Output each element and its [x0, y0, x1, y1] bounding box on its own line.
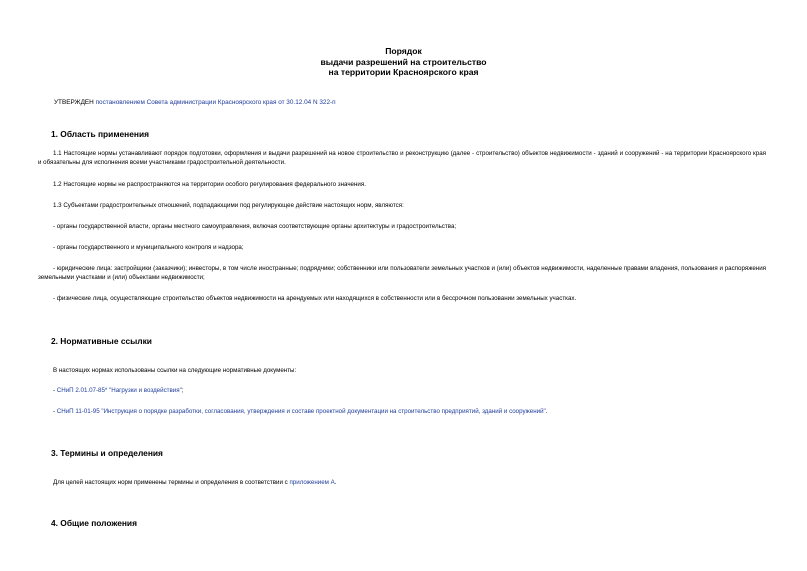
title-line-1: Порядок — [385, 46, 422, 56]
paragraph-1-3: 1.3 Субъектами градостроительных отношений, подпадающими под регулирующее действие настоящих норм, являются: — [53, 202, 404, 209]
approved-by — [54, 99, 336, 107]
paragraph-1-2: 1.2 Настоящие нормы не распространяются на территории особого регулирования федерального значения. — [53, 181, 366, 188]
reference-dash: - — [53, 387, 57, 394]
paragraph-2-intro: В настоящих нормах использованы ссылки на следующие нормативные документы: — [53, 367, 297, 374]
approval-decree-link[interactable]: постановлением Совета администрации Красноярского края от 30.12.04 N 322-п — [95, 99, 336, 106]
title-line-3: на территории Красноярского края — [328, 67, 479, 77]
reference-dash: - — [53, 408, 57, 415]
appendix-a-link[interactable]: приложением А — [289, 479, 335, 486]
paragraph-3-1-text: Для целей настоящих норм применены термины и определения в соответствии с — [53, 479, 290, 486]
paragraph-3-1 — [38, 478, 766, 487]
section-3-heading: 3. Термины и определения — [51, 448, 163, 458]
list-item-individuals: - физические лица, осуществляющие строительство объектов недвижимости на арендуемых или находящихся в собственности или в бессрочном пользовании земельных участках. — [53, 295, 577, 302]
snip-2-01-07-85-link[interactable]: СНиП 2.01.07-85* "Нагрузки и воздействия" — [56, 387, 182, 394]
document-title — [0, 46, 807, 78]
section-4-heading: 4. Общие положения — [51, 518, 137, 528]
section-1-heading: 1. Область применения — [51, 129, 149, 139]
list-item-control-bodies: - органы государственного и муниципального контроля и надзора; — [53, 244, 244, 251]
approved-prefix: УТВЕРЖДЕН — [54, 99, 96, 106]
snip-11-01-95-link[interactable]: СНиП 11-01-95 "Инструкция о порядке разработки, согласования, утверждения и составе проектной документации на строительство предприятий, зданий и сооружений" — [56, 408, 546, 415]
title-line-2: выдачи разрешений на строительство — [320, 56, 487, 67]
section-2-heading: 2. Нормативные ссылки — [51, 336, 152, 346]
paragraph-1-1: 1.1 Настоящие нормы устанавливают порядок подготовки, оформления и выдачи разрешений на новое строительство и реконструкцию (далее - строительство) объектов недвижимости - зданий и сооружений - на территории Красноярского края и обязательны для исполнения всеми участниками градостроительной деятельности. — [38, 150, 766, 167]
reference-snip-loads — [38, 386, 766, 395]
reference-snip-instruction — [38, 407, 766, 416]
list-item-authorities: - органы государственной власти, органы местного самоуправления, включая соответствующие органы архитектуры и градостроительства; — [53, 223, 457, 230]
reference-end: . — [545, 408, 548, 415]
reference-end: ; — [181, 387, 184, 394]
paragraph-3-1-end: . — [334, 479, 337, 486]
list-item-legal-entities: - юридические лица: застройщики (заказчики); инвесторы, в том числе иностранные; подрядчики; собственники или пользователи земельных участков и (или) объектов недвижимости, наделенные правами владения, пользования и распоряжения земельными участками и (или) объектами недвижимости; — [38, 265, 766, 282]
